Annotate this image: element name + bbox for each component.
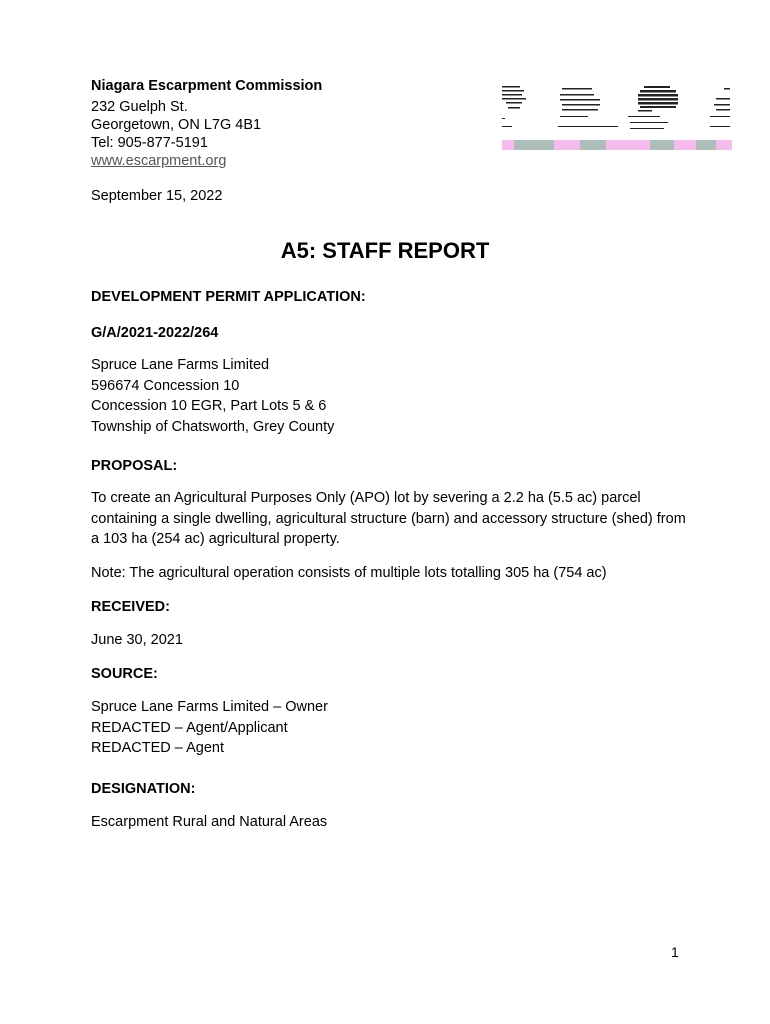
phone-number: Tel: 905-877-5191 bbox=[91, 135, 208, 151]
application-heading: DEVELOPMENT PERMIT APPLICATION: bbox=[91, 289, 366, 305]
proposal-note: Note: The agricultural operation consists of multiple lots totalling 305 ha (754 ac) bbox=[91, 565, 607, 581]
proposal-heading: PROPOSAL: bbox=[91, 458, 178, 474]
applicant-line: 596674 Concession 10 bbox=[91, 377, 240, 394]
report-date: September 15, 2022 bbox=[91, 188, 223, 204]
received-date: June 30, 2021 bbox=[91, 632, 183, 648]
source-heading: SOURCE: bbox=[91, 666, 158, 682]
designation-text: Escarpment Rural and Natural Areas bbox=[91, 814, 328, 830]
applicant-line: Spruce Lane Farms Limited bbox=[91, 357, 270, 373]
applicant-line: Township of Chatsworth, Grey County bbox=[91, 418, 335, 435]
page-number: 1 bbox=[671, 944, 679, 960]
designation-heading: DESIGNATION: bbox=[91, 781, 196, 797]
website-link[interactable]: www.escarpment.org bbox=[91, 153, 227, 169]
source-list bbox=[91, 697, 691, 759]
applicant-line: Concession 10 EGR, Part Lots 5 & 6 bbox=[91, 398, 327, 414]
report-title: A5: STAFF REPORT bbox=[280, 238, 490, 263]
source-line: REDACTED – Agent/Applicant bbox=[91, 719, 288, 736]
address-line-2: Georgetown, ON L7G 4B1 bbox=[91, 117, 262, 133]
source-line: REDACTED – Agent bbox=[91, 740, 224, 756]
address-line-1: 232 Guelph St. bbox=[91, 99, 188, 115]
source-line: Spruce Lane Farms Limited – Owner bbox=[91, 699, 328, 715]
file-number: G/A/2021-2022/264 bbox=[91, 325, 219, 341]
received-heading: RECEIVED: bbox=[91, 599, 170, 615]
commission-logo bbox=[500, 80, 732, 158]
proposal-text: To create an Agricultural Purposes Only (APO) lot by severing a 2.2 ha (5.5 ac) parcel containing a single dwelling, agricultural structure (barn) and accessory structure (shed) from a 103 ha (254 ac) agricultural property. bbox=[91, 490, 686, 547]
letterhead bbox=[91, 77, 322, 170]
applicant-details bbox=[91, 355, 691, 437]
organization-name: Niagara Escarpment Commission bbox=[91, 78, 323, 94]
